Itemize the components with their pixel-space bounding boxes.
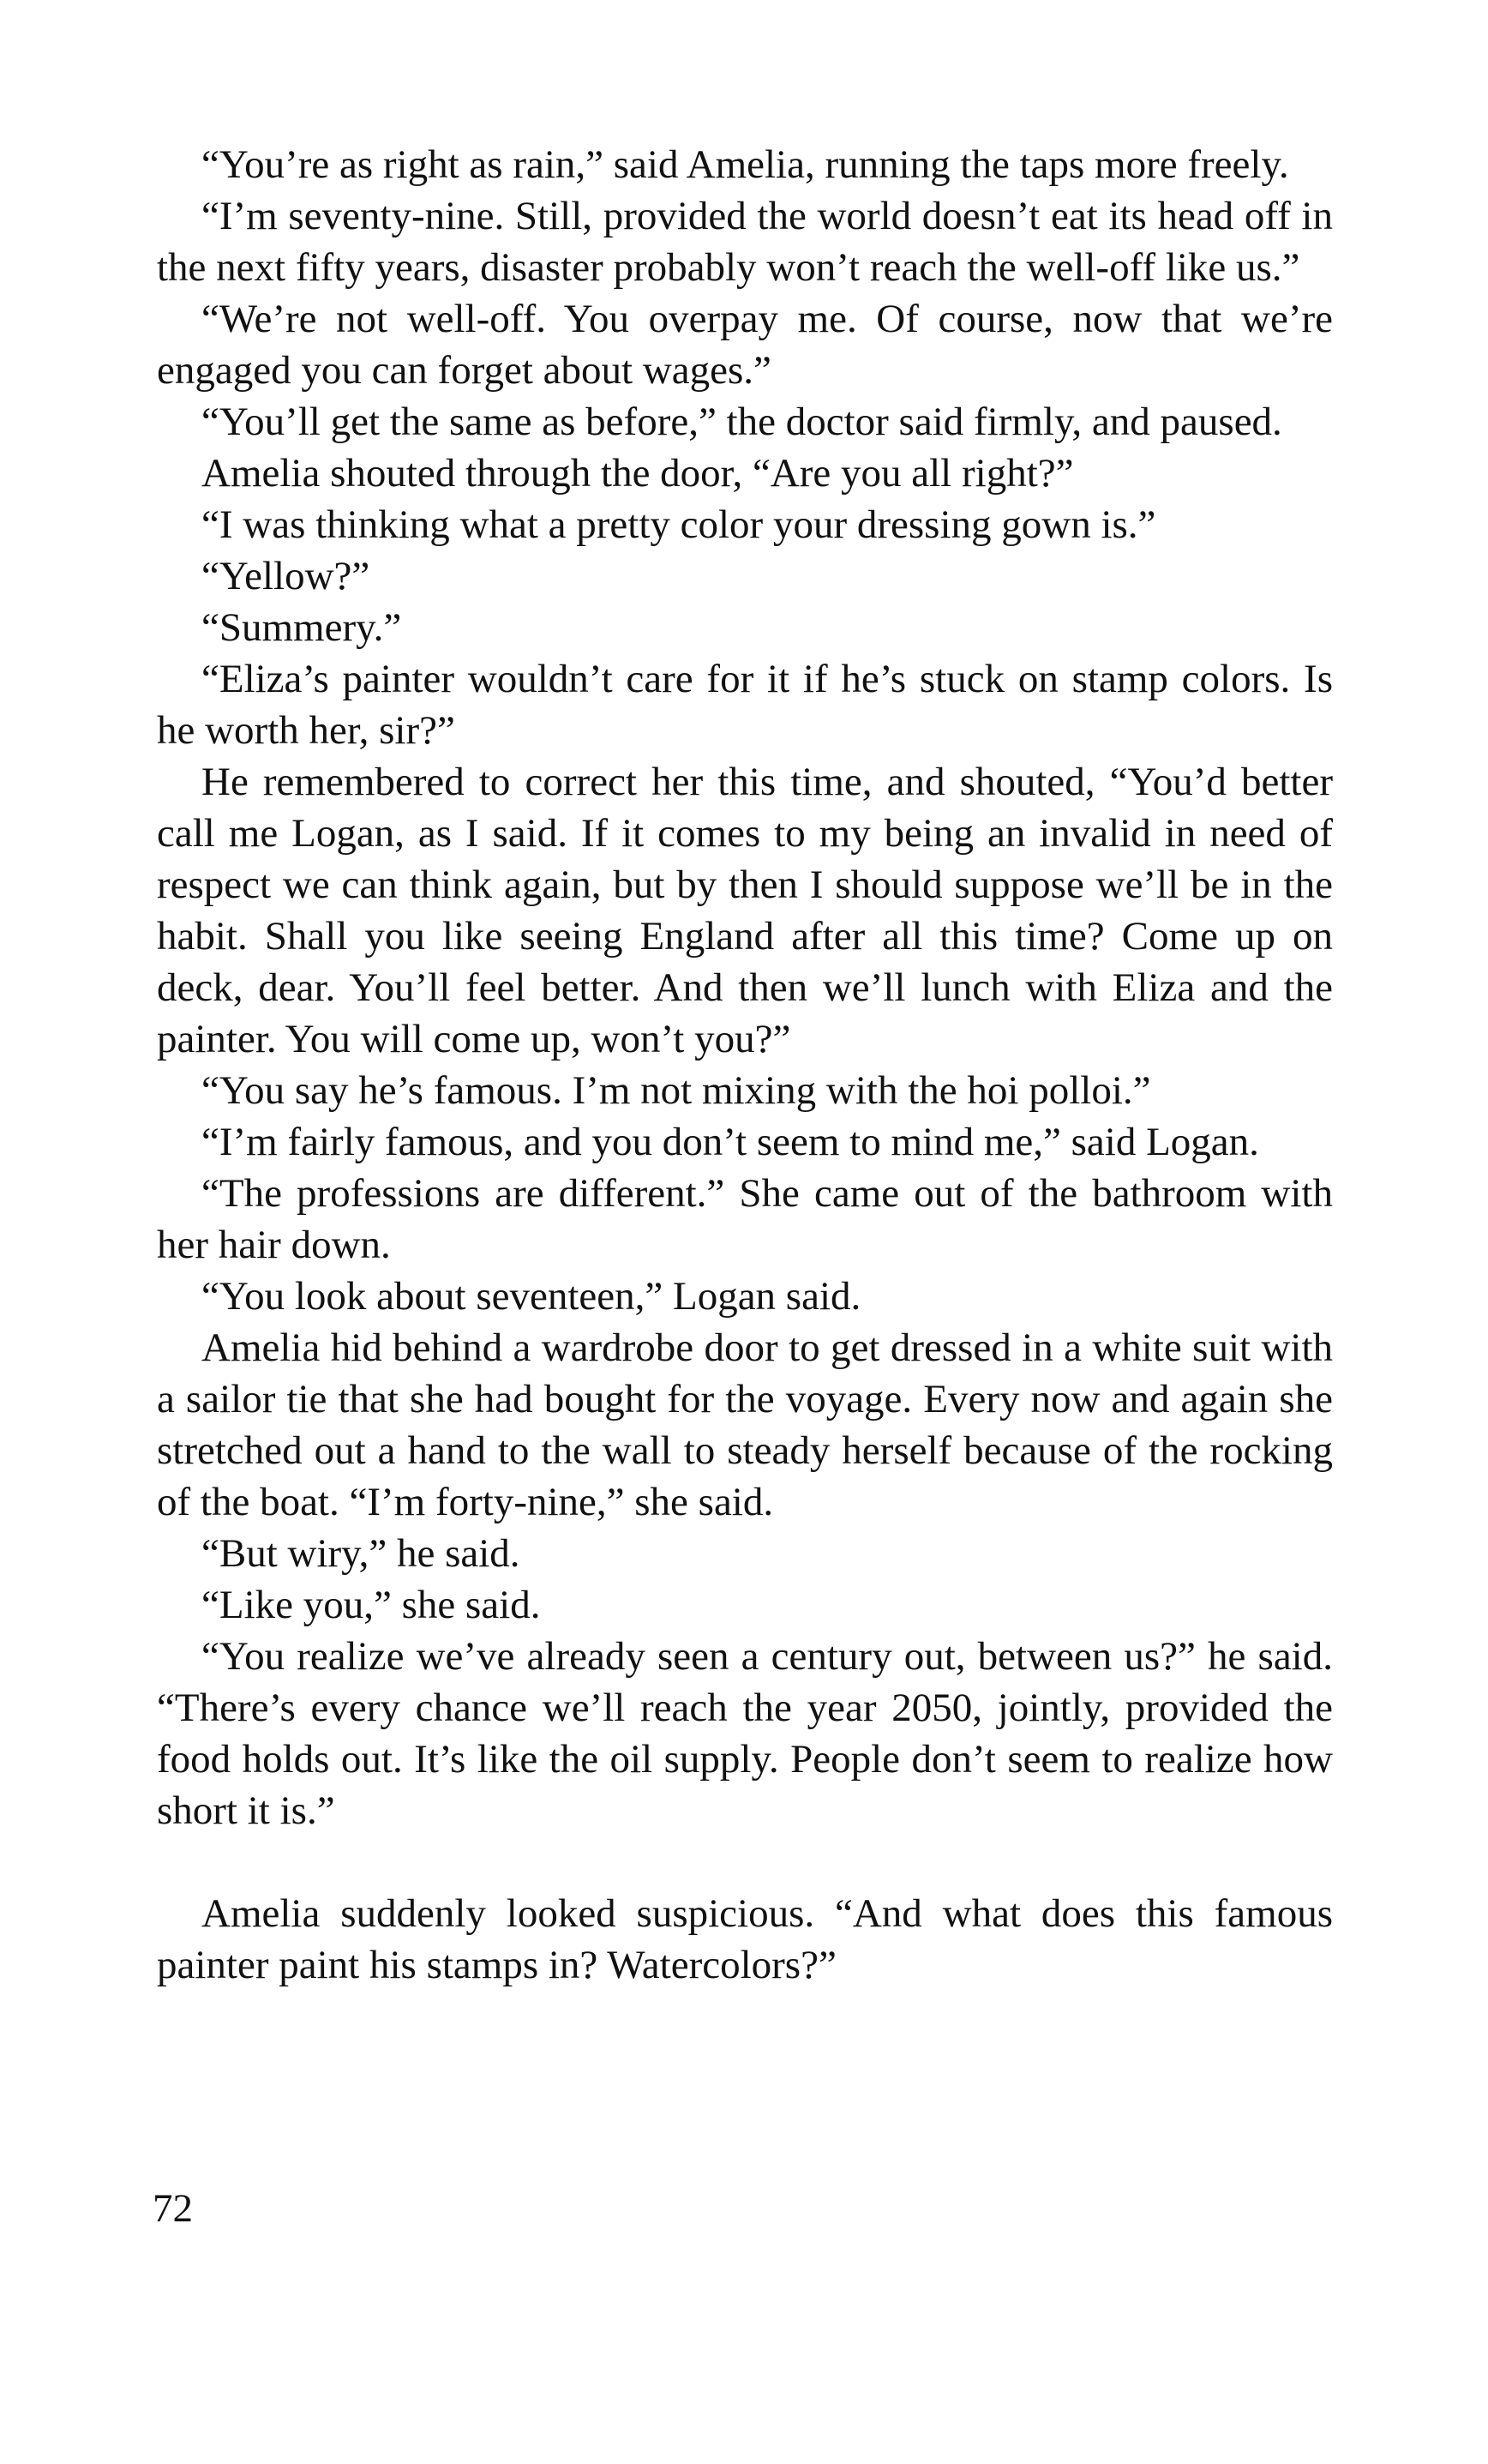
paragraph: “Summery.” (201, 605, 402, 650)
paragraph: Amelia suddenly looked suspicious. “And what does this famous painter paint his stamps in? Watercolors?” (157, 1891, 1333, 1987)
paragraph: “You’re as right as rain,” said Amelia, running the taps more freely. (201, 142, 1289, 187)
paragraph: “I was thinking what a pretty color your dressing gown is.” (201, 502, 1156, 547)
paragraph: “I’m fairly famous, and you don’t seem to mind me,” said Logan. (201, 1120, 1259, 1164)
paragraph: “You say he’s famous. I’m not mixing with the hoi polloi.” (201, 1068, 1151, 1113)
paragraph: “You realize we’ve already seen a century out, between us?” he said. “There’s every chance we’ll reach the year 2050, jointly, provided the food holds out. It’s like the oil supply. People don’t seem to realize how short it is.” (157, 1634, 1333, 1833)
paragraph: “We’re not well-off. You overpay me. Of course, now that we’re engaged you can forget about wages.” (157, 297, 1333, 393)
page-number: 72 (153, 2186, 193, 2231)
paragraph: “Yellow?” (201, 554, 370, 598)
paragraph: “I’m seventy-nine. Still, provided the world doesn’t eat its head off in the next fifty years, disaster probably won’t reach the well-off like us.” (157, 194, 1333, 290)
body-text (157, 139, 1333, 1991)
paragraph: “You’ll get the same as before,” the doctor said firmly, and paused. (201, 400, 1282, 444)
paragraph: “Like you,” she said. (201, 1583, 541, 1627)
paragraph: Amelia shouted through the door, “Are you all right?” (201, 451, 1074, 496)
paragraph: “But wiry,” he said. (201, 1531, 520, 1576)
paragraph: He remembered to correct her this time, and shouted, “You’d better call me Logan, as I said. If it comes to my being an invalid in need of respect we can think again, but by then I should suppose we’ll be in the habit. Shall you like seeing England after all this time? Come up on deck, dear. You’ll feel better. And then we’ll lunch with Eliza and the painter. You will come up, won’t you?” (157, 760, 1333, 1061)
paragraph: “You look about seventeen,” Logan said. (201, 1274, 861, 1319)
paragraph: “The professions are different.” She came out of the bathroom with her hair down. (157, 1171, 1333, 1267)
paragraph: Amelia hid behind a wardrobe door to get dressed in a white suit with a sailor tie that she had bought for the voyage. Every now and again she stretched out a hand to the wall to steady herself because of the rocking of the boat. “I’m forty-nine,” she said. (157, 1325, 1333, 1524)
paragraph: “Eliza’s painter wouldn’t care for it if he’s stuck on stamp colors. Is he worth her, sir?” (157, 657, 1333, 753)
